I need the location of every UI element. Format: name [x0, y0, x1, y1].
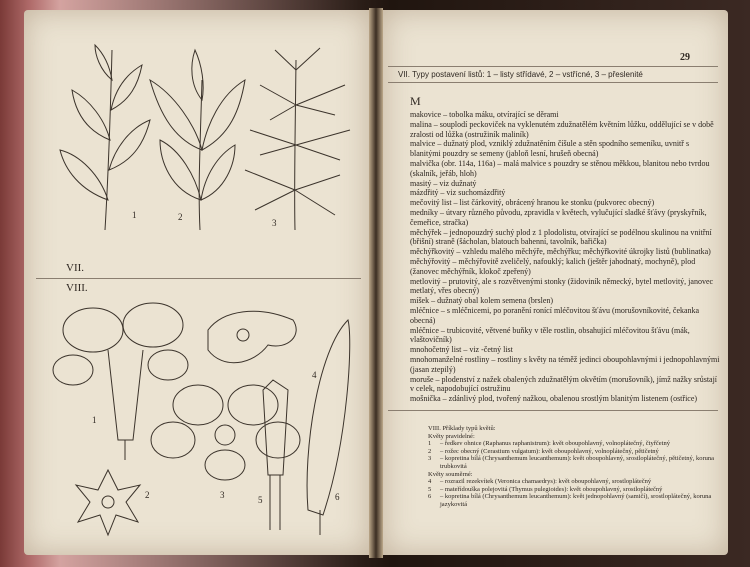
section-viii-caption: VIII. — [66, 282, 88, 294]
fig-vii-label-2: 2 — [178, 212, 183, 222]
glossary-entry: moruše – plodenství z nažek obalených zdužnatělým okvětím (morušovník), jímž nažky srůstají v celek, napodobující ostružinu — [410, 374, 718, 394]
fig-viii-label-3: 3 — [220, 490, 225, 500]
legend-title: VIII. Příklady typů květů: — [428, 425, 496, 432]
left-page-divider — [36, 278, 361, 279]
glossary-entry: masitý – viz dužnatý — [410, 178, 477, 188]
glossary-entries — [410, 110, 720, 404]
glossary-entry: metlovitý – prutovitý, ale s rozvětvenými stonky (židoviník německý, bytel metlovitý, janovec metlatý, vřes obecný) — [410, 276, 714, 296]
figure-vii-leaf-arrangement-illustration — [50, 40, 360, 240]
flower-types-legend — [428, 425, 718, 509]
book-gutter — [369, 8, 383, 558]
glossary-entry: mečovitý list – list čárkovitý, obrácený hranou ke stonku (pukvorec obecný) — [410, 198, 655, 208]
fig-viii-label-6: 6 — [335, 492, 340, 502]
glossary-entry: mléčnice – s mléčnicemi, po poranění ronící mléčovitou šťávu (morušovníkovité, čekanka obecná) — [410, 305, 700, 325]
fig-viii-label-2: 2 — [145, 490, 150, 500]
glossary-entry: měchýřovitý – měchýřovitě zveličelý, nafouklý; kalich (ještěr jahodnatý, mochyně), plod (žanovec měchýřník, klokoč zpeřený) — [410, 256, 696, 276]
fig-viii-label-1: 1 — [92, 415, 97, 425]
letter-heading: M — [410, 94, 421, 108]
legend-item: 1 – ředkev ohnice (Raphanus raphanistrum): květ oboupohlavný, volnoplátečný, čtyřčetný — [428, 440, 670, 448]
type-header: VII. Typy postavení listů: 1 – listy střídavé, 2 – vstřícné, 3 – přeslenité — [398, 70, 643, 79]
fig-viii-label-5: 5 — [258, 495, 263, 505]
glossary-entry: mnohomanželné rostliny – rostliny s květy na téměž jedinci oboupohlavnými i jednopohlavnými (jasan ztepilý) — [410, 354, 720, 374]
legend-subtitle-symmetric: Květy souměrné: — [428, 470, 473, 478]
legend-subtitle-regular: Květy pravidelné: — [428, 432, 475, 440]
glossary-entry: malvice – dužnatý plod, vzniklý zdužnatěním číšule a stěn spodního semeníku, uvnitř s blanitými pouzdry se semeny (jabloň lesní, hrušeň obecná) — [410, 139, 690, 159]
page-number: 29 — [680, 52, 690, 63]
fig-vii-label-1: 1 — [132, 210, 137, 220]
glossary-entry: mošnička – zdánlivý plod, tvořený nažkou, obalenou srostlým blanitým listenem (ostřice) — [410, 394, 698, 404]
glossary-entry: míšek – dužnatý obal kolem semena (brslen) — [410, 296, 554, 306]
glossary-entry: mnohočetný list – viz -četný list — [410, 345, 513, 355]
legend-item: 6 – kopretina bílá (Chrysanthemum leucanthemum): květ jednopohlavný (samičí), srostloplátečný, koruna jazykovitá — [428, 493, 712, 508]
type-header-bottom-rule — [388, 82, 718, 83]
glossary-entry: měchýřek – jednopouzdrý suchý plod z 1 plodolistu, otvírající se podélnou skulinou na vnitřní (břišní) straně (šácholan, blatouch bahenní, tavolník, bařička) — [410, 227, 712, 247]
legend-item: 3 – kopretina bílá (Chrysanthemum leucanthemum): květ oboupohlavný, srostloplátečný, pětičetný, koruna trubkovitá — [428, 455, 715, 470]
type-header-top-rule — [388, 66, 718, 67]
glossary-entry: mléčnice – trubicovité, větvené buňky v těle rostlin, obsahující mléčovitou šťávu (mák, vlaštovičník) — [410, 325, 690, 345]
glossary-entry: medníky – útvary různého původu, zpravidla v květech, vylučující sladké šťávy (pryskyřník, čemeřice, stračka) — [410, 207, 707, 227]
glossary-entry: malina – souplodí peckoviček na vyklenutém zdužnatělém květním lůžku, oddělující se v době zralosti od lůžka (ostružiník maliník) — [410, 119, 714, 139]
fig-vii-label-3: 3 — [272, 218, 277, 228]
legend-item: 5 – mateřídouška polejovitá (Thymus pulegioides): květ oboupohlavný, srostloplátečný — [428, 485, 663, 493]
fig-viii-label-4: 4 — [312, 370, 317, 380]
section-vii-caption: VII. — [66, 262, 85, 274]
legend-item: 2 – rožec obecný (Cerastium vulgatum): květ oboupohlavný, volnoplátečný, pětičetný — [428, 447, 659, 455]
glossary-entry: měchýřkovitý – vzhledu malého měchýře, měchýřku; měchýřkovité úkrojky listů (bublinatka) — [410, 247, 711, 257]
glossary-entry: makovice – tobolka máku, otvírající se děrami — [410, 110, 559, 119]
legend-item: 4 – rozrazil rezekvítek (Veronica chamaedrys): květ oboupohlavný, srostloplátečný — [428, 478, 652, 486]
glossary-entry: malvička (obr. 114a, 116a) – malá malvice s pouzdry se stěnou měkkou, blanitou nebo tvrdou (skalník, jeřáb, hloh) — [410, 158, 710, 178]
glossary-entry: mázdřitý – viz suchomázdřitý — [410, 188, 506, 198]
